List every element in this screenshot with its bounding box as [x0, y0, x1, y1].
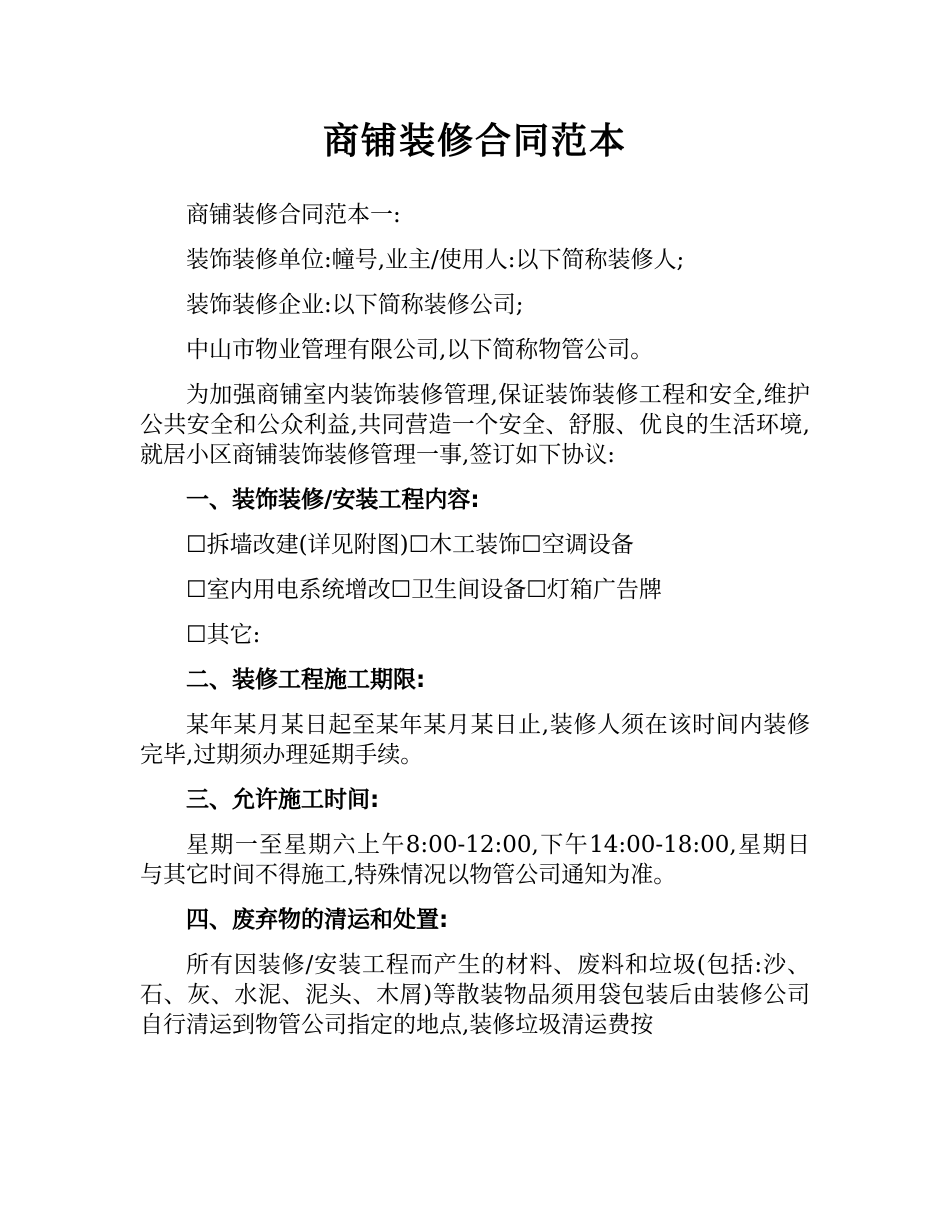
party-company: 装饰装修企业:以下简称装修公司; — [186, 292, 524, 318]
preamble-paragraph: 为加强商铺室内装饰装修管理,保证装饰装修工程和安全,维护公共安全和公众利益,共同营造一个安全、舒服、优良的生活环境,就居小区商铺装饰装修管理一事,签订如下协议: — [140, 382, 810, 468]
waste-paragraph: 所有因装修/安装工程而产生的材料、废料和垃圾(包括:沙、石、灰、水泥、泥头、木屑)等散装物品须用袋包装后由装修公司自行清运到物管公司指定的地点,装修垃圾清运费按 — [140, 952, 810, 1038]
party-property: 中山市物业管理有限公司,以下简称物管公司。 — [186, 337, 654, 363]
section-heading-3: 三、允许施工时间: — [186, 787, 380, 813]
checkbox-line-3: ☐其它: — [186, 622, 261, 648]
period-paragraph: 某年某月某日起至某年某月某日止,装修人须在该时间内装修完毕,过期须办理延期手续。 — [140, 712, 810, 768]
section-heading-4: 四、废弃物的清运和处置: — [186, 907, 449, 933]
intro-line: 商铺装修合同范本一: — [186, 202, 401, 228]
checkbox-line-2: ☐室内用电系统增改☐卫生间设备☐灯箱广告牌 — [186, 577, 662, 603]
party-owner: 装饰装修单位:幢号,业主/使用人:以下简称装修人; — [186, 247, 685, 273]
section-heading-2: 二、装修工程施工期限: — [186, 667, 426, 693]
checkbox-line-1: ☐拆墙改建(详见附图)☐木工装饰☐空调设备 — [186, 532, 634, 558]
hours-paragraph: 星期一至星期六上午8:00-12:00,下午14:00-18:00,星期日与其它时间不得施工,特殊情况以物管公司通知为准。 — [140, 832, 810, 888]
document-title: 商铺装修合同范本 — [322, 121, 627, 162]
document-body — [140, 200, 810, 1055]
section-heading-1: 一、装饰装修/安装工程内容: — [186, 487, 480, 513]
